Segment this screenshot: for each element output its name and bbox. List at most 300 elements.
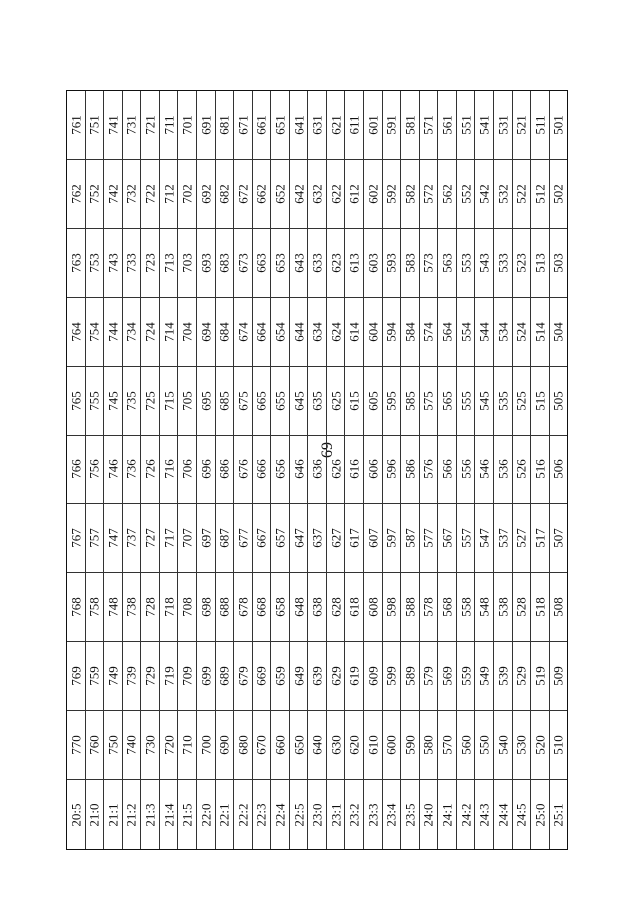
cell-text: 601: [365, 115, 381, 135]
table-cell: [160, 504, 179, 573]
table-cell: [290, 436, 309, 505]
cell-text: 22:0: [198, 802, 214, 827]
cell-text: 23:3: [365, 802, 381, 827]
table-cell: [216, 504, 235, 573]
table-cell: [494, 504, 513, 573]
cell-text: 716: [161, 459, 177, 480]
time-label-cell: [550, 780, 568, 849]
cell-text: 753: [86, 253, 102, 273]
cell-text: 658: [272, 597, 288, 618]
table-cell: [308, 229, 327, 298]
table-cell: [141, 436, 160, 505]
table-cell: [253, 573, 272, 642]
cell-text: 23:1: [328, 802, 344, 827]
table-cell: [197, 504, 216, 573]
cell-text: 545: [476, 390, 492, 411]
table-cell: [271, 436, 290, 505]
cell-text: 697: [198, 528, 214, 549]
cell-text: 553: [458, 253, 474, 273]
table-cell: [494, 711, 513, 780]
table-cell: [290, 367, 309, 436]
cell-text: 510: [550, 735, 566, 755]
table-cell: [531, 642, 550, 711]
cell-text: 533: [495, 253, 511, 273]
cell-text: 574: [420, 321, 436, 342]
cell-text: 645: [291, 390, 307, 411]
cell-text: 21:2: [123, 802, 139, 827]
cell-text: 737: [123, 528, 139, 549]
cell-text: 576: [420, 459, 436, 480]
cell-text: 596: [383, 459, 399, 480]
table-cell: [123, 504, 142, 573]
time-label-cell: [253, 780, 272, 849]
time-label-cell: [531, 780, 550, 849]
cell-text: 21:4: [161, 802, 177, 827]
table-cell: [401, 436, 420, 505]
table-row: [67, 711, 567, 780]
cell-text: 712: [161, 184, 177, 204]
cell-text: 548: [476, 597, 492, 618]
cell-text: 557: [458, 528, 474, 549]
table-cell: [475, 711, 494, 780]
table-cell: [104, 436, 123, 505]
table-cell: [420, 298, 439, 367]
table-cell: [234, 91, 253, 160]
table-cell: [345, 642, 364, 711]
cell-text: 705: [179, 390, 195, 411]
cell-text: 669: [253, 666, 269, 686]
table-cell: [401, 160, 420, 229]
cell-text: 509: [550, 666, 566, 686]
table-cell: [141, 504, 160, 573]
cell-text: 552: [458, 184, 474, 204]
cell-text: 22:1: [216, 802, 232, 827]
cell-text: 748: [105, 597, 121, 618]
table-cell: [494, 367, 513, 436]
cell-text: 653: [272, 253, 288, 273]
cell-text: 760: [86, 735, 102, 755]
cell-text: 756: [86, 459, 102, 480]
table-cell: [345, 298, 364, 367]
cell-text: 528: [513, 597, 529, 618]
cell-text: 724: [142, 321, 158, 342]
table-cell: [438, 298, 457, 367]
cell-text: 516: [532, 459, 548, 480]
table-cell: [401, 91, 420, 160]
cell-text: 541: [476, 115, 492, 135]
table-cell: [67, 436, 86, 505]
cell-text: 766: [68, 459, 84, 480]
table-cell: [420, 642, 439, 711]
cell-text: 627: [328, 528, 344, 549]
cell-text: 721: [142, 115, 158, 135]
cell-text: 732: [123, 184, 139, 204]
table-cell: [550, 504, 568, 573]
cell-text: 670: [253, 735, 269, 755]
table-cell: [86, 642, 105, 711]
cell-text: 742: [105, 184, 121, 204]
cell-text: 573: [420, 253, 436, 273]
cell-text: 663: [253, 253, 269, 273]
table-cell: [86, 160, 105, 229]
table-cell: [141, 160, 160, 229]
table-cell: [327, 367, 346, 436]
cell-text: 683: [216, 253, 232, 273]
cell-text: 564: [439, 321, 455, 342]
table-cell: [327, 91, 346, 160]
table-cell: [531, 298, 550, 367]
table-cell: [364, 91, 383, 160]
table-cell: [86, 504, 105, 573]
table-cell: [104, 711, 123, 780]
cell-text: 704: [179, 321, 195, 342]
table-cell: [345, 436, 364, 505]
cell-text: 643: [291, 253, 307, 273]
cell-text: 762: [68, 184, 84, 204]
table-cell: [457, 711, 476, 780]
table-cell: [216, 367, 235, 436]
cell-text: 693: [198, 253, 214, 273]
table-cell: [401, 298, 420, 367]
table-cell: [253, 642, 272, 711]
time-label-cell: [197, 780, 216, 849]
table-cell: [383, 91, 402, 160]
cell-text: 21:1: [105, 802, 121, 827]
table-cell: [67, 160, 86, 229]
table-cell: [327, 298, 346, 367]
cell-text: 733: [123, 253, 139, 273]
table-cell: [327, 160, 346, 229]
table-cell: [290, 711, 309, 780]
table-row-time-labels: [67, 780, 567, 849]
cell-text: 592: [383, 184, 399, 204]
cell-text: 692: [198, 184, 214, 204]
table-cell: [216, 436, 235, 505]
cell-text: 540: [495, 735, 511, 755]
cell-text: 579: [420, 666, 436, 686]
table-cell: [253, 298, 272, 367]
table-cell: [141, 642, 160, 711]
table-cell: [86, 436, 105, 505]
table-row: [67, 436, 567, 505]
table-row: [67, 573, 567, 642]
time-label-cell: [383, 780, 402, 849]
cell-text: 551: [458, 115, 474, 135]
cell-text: 20:5: [68, 802, 84, 827]
table-cell: [345, 229, 364, 298]
cell-text: 603: [365, 253, 381, 273]
table-cell: [216, 298, 235, 367]
time-label-cell: [513, 780, 532, 849]
cell-text: 594: [383, 321, 399, 342]
cell-text: 569: [439, 666, 455, 686]
cell-text: 713: [161, 253, 177, 273]
cell-text: 537: [495, 528, 511, 549]
table-cell: [438, 504, 457, 573]
cell-text: 628: [328, 597, 344, 618]
table-cell: [420, 160, 439, 229]
table-cell: [67, 573, 86, 642]
time-label-cell: [345, 780, 364, 849]
table-cell: [86, 91, 105, 160]
table-cell: [438, 160, 457, 229]
cell-text: 638: [309, 597, 325, 618]
table-cell: [290, 160, 309, 229]
table-cell: [327, 504, 346, 573]
table-cell: [383, 367, 402, 436]
table-cell: [253, 91, 272, 160]
cell-text: 636: [309, 459, 325, 480]
table-cell: [345, 504, 364, 573]
cell-text: 605: [365, 390, 381, 411]
table-cell: [308, 160, 327, 229]
table-cell: [457, 436, 476, 505]
table-cell: [271, 504, 290, 573]
cell-text: 664: [253, 321, 269, 342]
cell-text: 621: [328, 115, 344, 135]
table-cell: [234, 711, 253, 780]
cell-text: 710: [179, 735, 195, 755]
cell-text: 735: [123, 390, 139, 411]
cell-text: 24:3: [476, 802, 492, 827]
table-cell: [475, 642, 494, 711]
cell-text: 543: [476, 253, 492, 273]
table-cell: [401, 573, 420, 642]
table-cell: [216, 91, 235, 160]
table-cell: [364, 504, 383, 573]
cell-text: 619: [346, 666, 362, 686]
table-cell: [67, 298, 86, 367]
cell-text: 561: [439, 115, 455, 135]
table-cell: [457, 91, 476, 160]
table-cell: [550, 91, 568, 160]
cell-text: 559: [458, 666, 474, 686]
cell-text: 717: [161, 528, 177, 549]
cell-text: 758: [86, 597, 102, 618]
table-cell: [513, 367, 532, 436]
table-cell: [271, 711, 290, 780]
cell-text: 648: [291, 597, 307, 618]
table-cell: [457, 229, 476, 298]
cell-text: 527: [513, 528, 529, 549]
cell-text: 618: [346, 597, 362, 618]
cell-text: 769: [68, 666, 84, 686]
table-cell: [401, 229, 420, 298]
table-cell: [364, 160, 383, 229]
cell-text: 558: [458, 597, 474, 618]
table-cell: [123, 573, 142, 642]
cell-text: 22:4: [272, 802, 288, 827]
cell-text: 24:2: [458, 802, 474, 827]
cell-text: 502: [550, 184, 566, 204]
cell-text: 754: [86, 321, 102, 342]
cell-text: 677: [235, 528, 251, 549]
table-cell: [67, 711, 86, 780]
table-cell: [513, 160, 532, 229]
table-cell: [234, 573, 253, 642]
table-cell: [457, 504, 476, 573]
table-cell: [364, 367, 383, 436]
table-cell: [234, 504, 253, 573]
table-cell: [438, 642, 457, 711]
table-cell: [308, 367, 327, 436]
table-cell: [197, 711, 216, 780]
table-cell: [178, 298, 197, 367]
cell-text: 519: [532, 666, 548, 686]
table-cell: [123, 229, 142, 298]
cell-text: 606: [365, 459, 381, 480]
table-cell: [513, 573, 532, 642]
cell-text: 659: [272, 666, 288, 686]
cell-text: 763: [68, 253, 84, 273]
table-cell: [531, 504, 550, 573]
cell-text: 23:4: [383, 802, 399, 827]
cell-text: 657: [272, 528, 288, 549]
table-cell: [160, 573, 179, 642]
cell-text: 686: [216, 459, 232, 480]
cell-text: 22:5: [291, 802, 307, 827]
table-cell: [531, 711, 550, 780]
cell-text: 655: [272, 390, 288, 411]
cell-text: 706: [179, 459, 195, 480]
time-label-cell: [438, 780, 457, 849]
table-cell: [327, 642, 346, 711]
cell-text: 24:4: [495, 802, 511, 827]
cell-text: 565: [439, 390, 455, 411]
table-cell: [401, 367, 420, 436]
cell-text: 514: [532, 321, 548, 342]
table-cell: [253, 229, 272, 298]
table-cell: [216, 160, 235, 229]
table-cell: [86, 229, 105, 298]
cell-text: 747: [105, 528, 121, 549]
cell-text: 770: [68, 735, 84, 755]
cell-text: 620: [346, 735, 362, 755]
cell-text: 583: [402, 253, 418, 273]
cell-text: 679: [235, 666, 251, 686]
table-cell: [327, 573, 346, 642]
cell-text: 743: [105, 253, 121, 273]
table-cell: [271, 642, 290, 711]
table-cell: [234, 229, 253, 298]
table-cell: [67, 504, 86, 573]
cell-text: 701: [179, 115, 195, 135]
table-cell: [178, 436, 197, 505]
cell-text: 722: [142, 184, 158, 204]
table-cell: [104, 160, 123, 229]
cell-text: 550: [476, 735, 492, 755]
cell-text: 549: [476, 666, 492, 686]
cell-text: 571: [420, 115, 436, 135]
cell-text: 515: [532, 390, 548, 411]
table-cell: [457, 642, 476, 711]
table-cell: [290, 504, 309, 573]
table-cell: [383, 298, 402, 367]
cell-text: 660: [272, 735, 288, 755]
table-cell: [67, 367, 86, 436]
cell-text: 597: [383, 528, 399, 549]
table-cell: [178, 367, 197, 436]
table-cell: [550, 229, 568, 298]
table-cell: [550, 573, 568, 642]
cell-text: 759: [86, 666, 102, 686]
time-label-cell: [290, 780, 309, 849]
cell-text: 702: [179, 184, 195, 204]
table-cell: [86, 367, 105, 436]
cell-text: 503: [550, 253, 566, 273]
cell-text: 631: [309, 115, 325, 135]
table-cell: [141, 711, 160, 780]
table-cell: [550, 298, 568, 367]
cell-text: 501: [550, 115, 566, 135]
cell-text: 672: [235, 184, 251, 204]
cell-text: 22:3: [253, 802, 269, 827]
cell-text: 623: [328, 253, 344, 273]
cell-text: 526: [513, 459, 529, 480]
table-cell: [290, 573, 309, 642]
cell-text: 673: [235, 253, 251, 273]
table-cell: [160, 91, 179, 160]
time-label-cell: [475, 780, 494, 849]
cell-text: 572: [420, 184, 436, 204]
cell-text: 650: [291, 735, 307, 755]
cell-text: 21:5: [179, 802, 195, 827]
table-cell: [271, 91, 290, 160]
table-cell: [123, 160, 142, 229]
cell-text: 522: [513, 184, 529, 204]
cell-text: 615: [346, 390, 362, 411]
cell-text: 508: [550, 597, 566, 618]
cell-text: 556: [458, 459, 474, 480]
table-cell: [104, 642, 123, 711]
cell-text: 698: [198, 597, 214, 618]
cell-text: 604: [365, 321, 381, 342]
cell-text: 21:3: [142, 802, 158, 827]
cell-text: 586: [402, 459, 418, 480]
cell-text: 582: [402, 184, 418, 204]
table-cell: [494, 642, 513, 711]
cell-text: 24:1: [439, 802, 455, 827]
table-cell: [160, 436, 179, 505]
table-row: [67, 504, 567, 573]
cell-text: 520: [532, 735, 548, 755]
cell-text: 542: [476, 184, 492, 204]
cell-text: 610: [365, 735, 381, 755]
cell-text: 707: [179, 528, 195, 549]
cell-text: 25:0: [532, 802, 548, 827]
time-label-cell: [364, 780, 383, 849]
table-cell: [383, 642, 402, 711]
table-cell: [160, 229, 179, 298]
table-row: [67, 229, 567, 298]
table-cell: [438, 229, 457, 298]
table-cell: [531, 367, 550, 436]
table-cell: [383, 160, 402, 229]
table-cell: [197, 160, 216, 229]
cell-text: 21:0: [86, 802, 102, 827]
time-label-cell: [494, 780, 513, 849]
table-cell: [104, 367, 123, 436]
cell-text: 593: [383, 253, 399, 273]
cell-text: 755: [86, 390, 102, 411]
table-cell: [531, 91, 550, 160]
cell-text: 749: [105, 666, 121, 686]
table-cell: [253, 160, 272, 229]
table-cell: [197, 298, 216, 367]
table-cell: [401, 711, 420, 780]
cell-text: 757: [86, 528, 102, 549]
table-cell: [178, 229, 197, 298]
